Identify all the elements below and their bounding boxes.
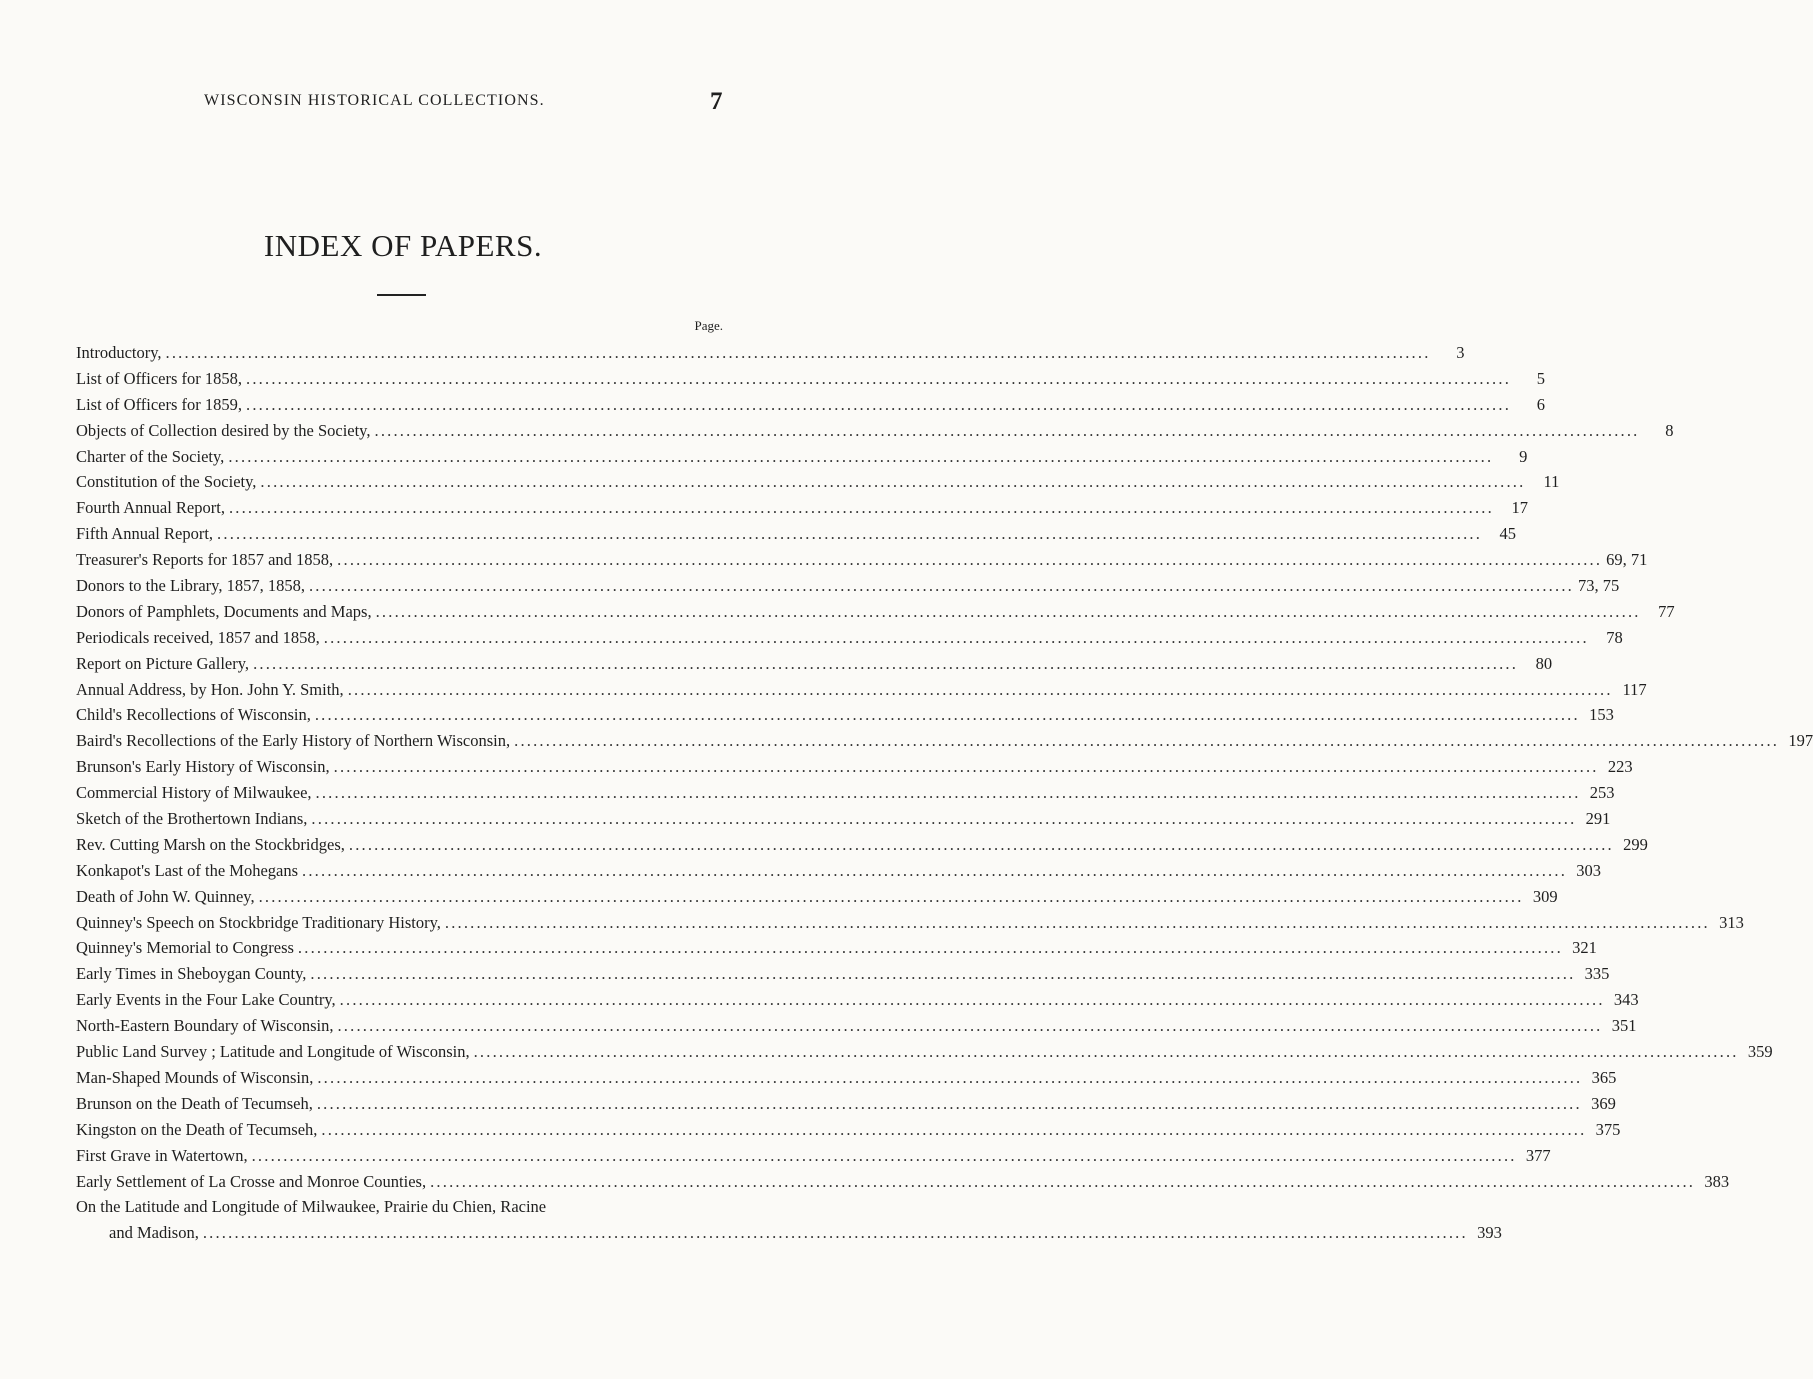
- running-title: WISCONSIN HISTORICAL COLLECTIONS.: [204, 92, 545, 109]
- dot-leader: ........................................................................................................................................................................................................: [316, 1093, 1582, 1113]
- list-item: [76, 702, 1614, 728]
- dot-leader: ........................................................................................................................................................................................................: [310, 964, 1576, 984]
- dot-leader: ........................................................................................................................................................................................................: [333, 757, 1599, 777]
- dot-leader: ........................................................................................................................................................................................................: [228, 498, 1494, 518]
- entry-title: Early Times in Sheboygan County,: [76, 964, 307, 984]
- dot-leader: ........................................................................................................................................................................................................: [444, 912, 1710, 932]
- entry-page: 69, 71: [1606, 550, 1648, 570]
- dot-leader: ........................................................................................................................................................................................................: [258, 886, 1524, 906]
- entry-page: 73, 75: [1577, 576, 1620, 596]
- list-item: [76, 858, 1602, 884]
- entry-title: Quinney's Memorial to Congress: [76, 938, 294, 958]
- list-item: [76, 418, 1674, 444]
- entry-page: 8: [1665, 420, 1674, 440]
- entry-title: North-Eastern Boundary of Wisconsin,: [76, 1016, 334, 1036]
- dot-leader: ........................................................................................................................................................................................................: [473, 1042, 1739, 1062]
- page-title: INDEX OF PAPERS.: [263, 228, 543, 263]
- entry-title: Treasurer's Reports for 1857 and 1858,: [76, 550, 334, 570]
- list-item: [76, 987, 1639, 1013]
- dot-leader: ........................................................................................................................................................................................................: [311, 809, 1577, 829]
- entry-title: Charter of the Society,: [76, 446, 225, 466]
- title-rule: [377, 294, 426, 296]
- list-item: [76, 599, 1675, 625]
- entry-page: 77: [1658, 601, 1675, 621]
- dot-leader: ........................................................................................................................................................................................................: [348, 834, 1614, 854]
- entry-page: 313: [1719, 912, 1744, 932]
- entry-title: Donors of Pamphlets, Documents and Maps,: [76, 601, 372, 621]
- entry-title: Brunson's Early History of Wisconsin,: [76, 757, 330, 777]
- list-item: [76, 935, 1597, 961]
- entry-title: Introductory,: [76, 343, 162, 362]
- entry-title: List of Officers for 1858,: [76, 368, 243, 388]
- dot-leader: ........................................................................................................................................................................................................: [337, 550, 1603, 570]
- dot-leader: ........................................................................................................................................................................................................: [347, 679, 1613, 699]
- dot-leader: ........................................................................................................................................................................................................: [260, 472, 1526, 492]
- entry-page: 153: [1589, 705, 1614, 725]
- list-item: [76, 625, 1623, 651]
- entry-page: 9: [1519, 446, 1528, 466]
- list-item: [76, 573, 1620, 599]
- list-item: [76, 728, 1813, 754]
- dot-leader: ........................................................................................................................................................................................................: [302, 860, 1568, 880]
- entry-page: 299: [1623, 834, 1648, 854]
- entry-page: 321: [1572, 938, 1597, 958]
- entry-title: Periodicals received, 1857 and 1858,: [76, 627, 320, 647]
- list-item: [76, 651, 1553, 677]
- entry-page: 343: [1613, 990, 1639, 1010]
- list-item: [76, 1117, 1621, 1143]
- dot-leader: ........................................................................................................................................................................................................: [514, 731, 1780, 751]
- entry-page: 365: [1591, 1067, 1617, 1087]
- entry-title: Rev. Cutting Marsh on the Stockbridges,: [76, 834, 345, 854]
- list-item: [76, 547, 1648, 573]
- entry-title: Early Settlement of La Crosse and Monroe Counties,: [76, 1171, 427, 1191]
- entry-page: 78: [1606, 627, 1623, 647]
- list-item: [76, 1013, 1637, 1039]
- list-item: [76, 1065, 1617, 1091]
- entry-title: Public Land Survey ; Latitude and Longitude of Wisconsin,: [76, 1042, 470, 1062]
- entry-title: Sketch of the Brothertown Indians,: [76, 809, 308, 829]
- list-item: [76, 1194, 722, 1220]
- list-item: [76, 806, 1611, 832]
- dot-leader: ........................................................................................................................................................................................................: [202, 1223, 1468, 1243]
- running-head: [0, 88, 859, 116]
- entry-page: 291: [1585, 809, 1611, 829]
- list-item: [76, 754, 1633, 780]
- dot-leader: ........................................................................................................................................................................................................: [251, 1145, 1517, 1165]
- dot-leader: ........................................................................................................................................................................................................: [228, 446, 1494, 466]
- dot-leader: ........................................................................................................................................................................................................: [317, 1067, 1583, 1087]
- entry-title: Fifth Annual Report,: [76, 524, 214, 544]
- entry-page: 351: [1611, 1016, 1637, 1036]
- list-item: [76, 521, 1517, 547]
- entry-page: 377: [1525, 1145, 1551, 1165]
- entry-page: 17: [1511, 498, 1528, 518]
- entry-title: Konkapot's Last of the Mohegans: [76, 860, 299, 880]
- entry-title: Objects of Collection desired by the Society,: [76, 420, 371, 440]
- dot-leader: ........................................................................................................................................................................................................: [375, 601, 1641, 621]
- list-item: [76, 910, 1744, 936]
- entry-title: First Grave in Watertown,: [76, 1145, 248, 1165]
- dot-leader: ........................................................................................................................................................................................................: [314, 705, 1580, 725]
- entry-page: 223: [1607, 757, 1633, 777]
- entry-title: Annual Address, by Hon. John Y. Smith,: [76, 679, 344, 699]
- list-item: [76, 780, 1615, 806]
- dot-leader: ........................................................................................................................................................................................................: [374, 420, 1640, 440]
- entry-title: Constitution of the Society,: [76, 472, 257, 492]
- entry-page: 3: [1456, 343, 1465, 362]
- entry-title: Kingston on the Death of Tecumseh,: [76, 1119, 318, 1139]
- entry-page: 369: [1591, 1093, 1616, 1113]
- entry-title: Brunson on the Death of Tecumseh,: [76, 1093, 313, 1113]
- entry-page: 45: [1499, 524, 1517, 544]
- list-item: [76, 1091, 1616, 1117]
- entry-title: Man-Shaped Mounds of Wisconsin,: [76, 1067, 314, 1087]
- entry-page: 80: [1535, 653, 1553, 673]
- dot-leader: ........................................................................................................................................................................................................: [165, 343, 1431, 362]
- entry-title: Report on Picture Gallery,: [76, 653, 250, 673]
- entry-page: 393: [1477, 1223, 1502, 1243]
- entry-title: Child's Recollections of Wisconsin,: [76, 705, 311, 725]
- index-list: [76, 340, 1813, 1246]
- list-item: [76, 677, 1647, 703]
- list-item: [76, 495, 1528, 521]
- list-item: [76, 832, 1648, 858]
- entry-page: 197: [1788, 731, 1813, 751]
- page-column-header: Page.: [694, 318, 723, 333]
- list-item: [76, 1220, 1502, 1246]
- dot-leader: ........................................................................................................................................................................................................: [297, 938, 1563, 958]
- dot-leader: ........................................................................................................................................................................................................: [430, 1171, 1696, 1191]
- entry-page: 5: [1536, 368, 1546, 388]
- dot-leader: ........................................................................................................................................................................................................: [308, 576, 1574, 596]
- entry-title: Commercial History of Milwaukee,: [76, 783, 312, 803]
- dot-leader: ........................................................................................................................................................................................................: [339, 990, 1605, 1010]
- dot-leader: ........................................................................................................................................................................................................: [217, 524, 1483, 544]
- list-item: [76, 1039, 1773, 1065]
- entry-page: 117: [1622, 679, 1647, 699]
- list-item: [76, 340, 1465, 366]
- list-item: [76, 1143, 1551, 1169]
- dot-leader: ........................................................................................................................................................................................................: [321, 1119, 1587, 1139]
- list-item: [76, 444, 1528, 470]
- entry-title: Baird's Recollections of the Early History of Northern Wisconsin,: [76, 731, 511, 751]
- entry-page: 359: [1747, 1042, 1773, 1062]
- entry-title: Donors to the Library, 1857, 1858,: [76, 576, 305, 596]
- dot-leader: ........................................................................................................................................................................................................: [337, 1016, 1603, 1036]
- entry-page: 253: [1589, 783, 1615, 803]
- list-item: [76, 884, 1558, 910]
- list-item: [76, 1169, 1730, 1195]
- entry-page: 375: [1595, 1119, 1621, 1139]
- entry-title: On the Latitude and Longitude of Milwaukee, Prairie du Chien, Racine: [76, 1197, 547, 1217]
- entry-title: List of Officers for 1859,: [76, 394, 243, 414]
- entry-title: Early Events in the Four Lake Country,: [76, 990, 336, 1010]
- entry-page: 6: [1536, 394, 1546, 414]
- dot-leader: ........................................................................................................................................................................................................: [246, 368, 1512, 388]
- entry-page: 383: [1704, 1171, 1730, 1191]
- entry-page: 11: [1543, 472, 1560, 492]
- list-item: [76, 469, 1560, 495]
- entry-title: Fourth Annual Report,: [76, 498, 225, 518]
- entry-title: Death of John W. Quinney,: [76, 886, 255, 906]
- dot-leader: ........................................................................................................................................................................................................: [253, 653, 1519, 673]
- dot-leader: ........................................................................................................................................................................................................: [315, 783, 1581, 803]
- dot-leader: ........................................................................................................................................................................................................: [246, 394, 1512, 414]
- list-item: [76, 961, 1610, 987]
- entry-title: Quinney's Speech on Stockbridge Traditionary History,: [76, 912, 441, 932]
- entry-page: 309: [1532, 886, 1558, 906]
- list-item: [76, 366, 1546, 392]
- dot-leader: ........................................................................................................................................................................................................: [323, 627, 1589, 647]
- entry-page: 303: [1576, 860, 1602, 880]
- entry-page: 335: [1584, 964, 1610, 984]
- list-item: [76, 392, 1546, 418]
- page-number: 7: [710, 88, 723, 115]
- entry-title: and Madison,: [109, 1223, 199, 1243]
